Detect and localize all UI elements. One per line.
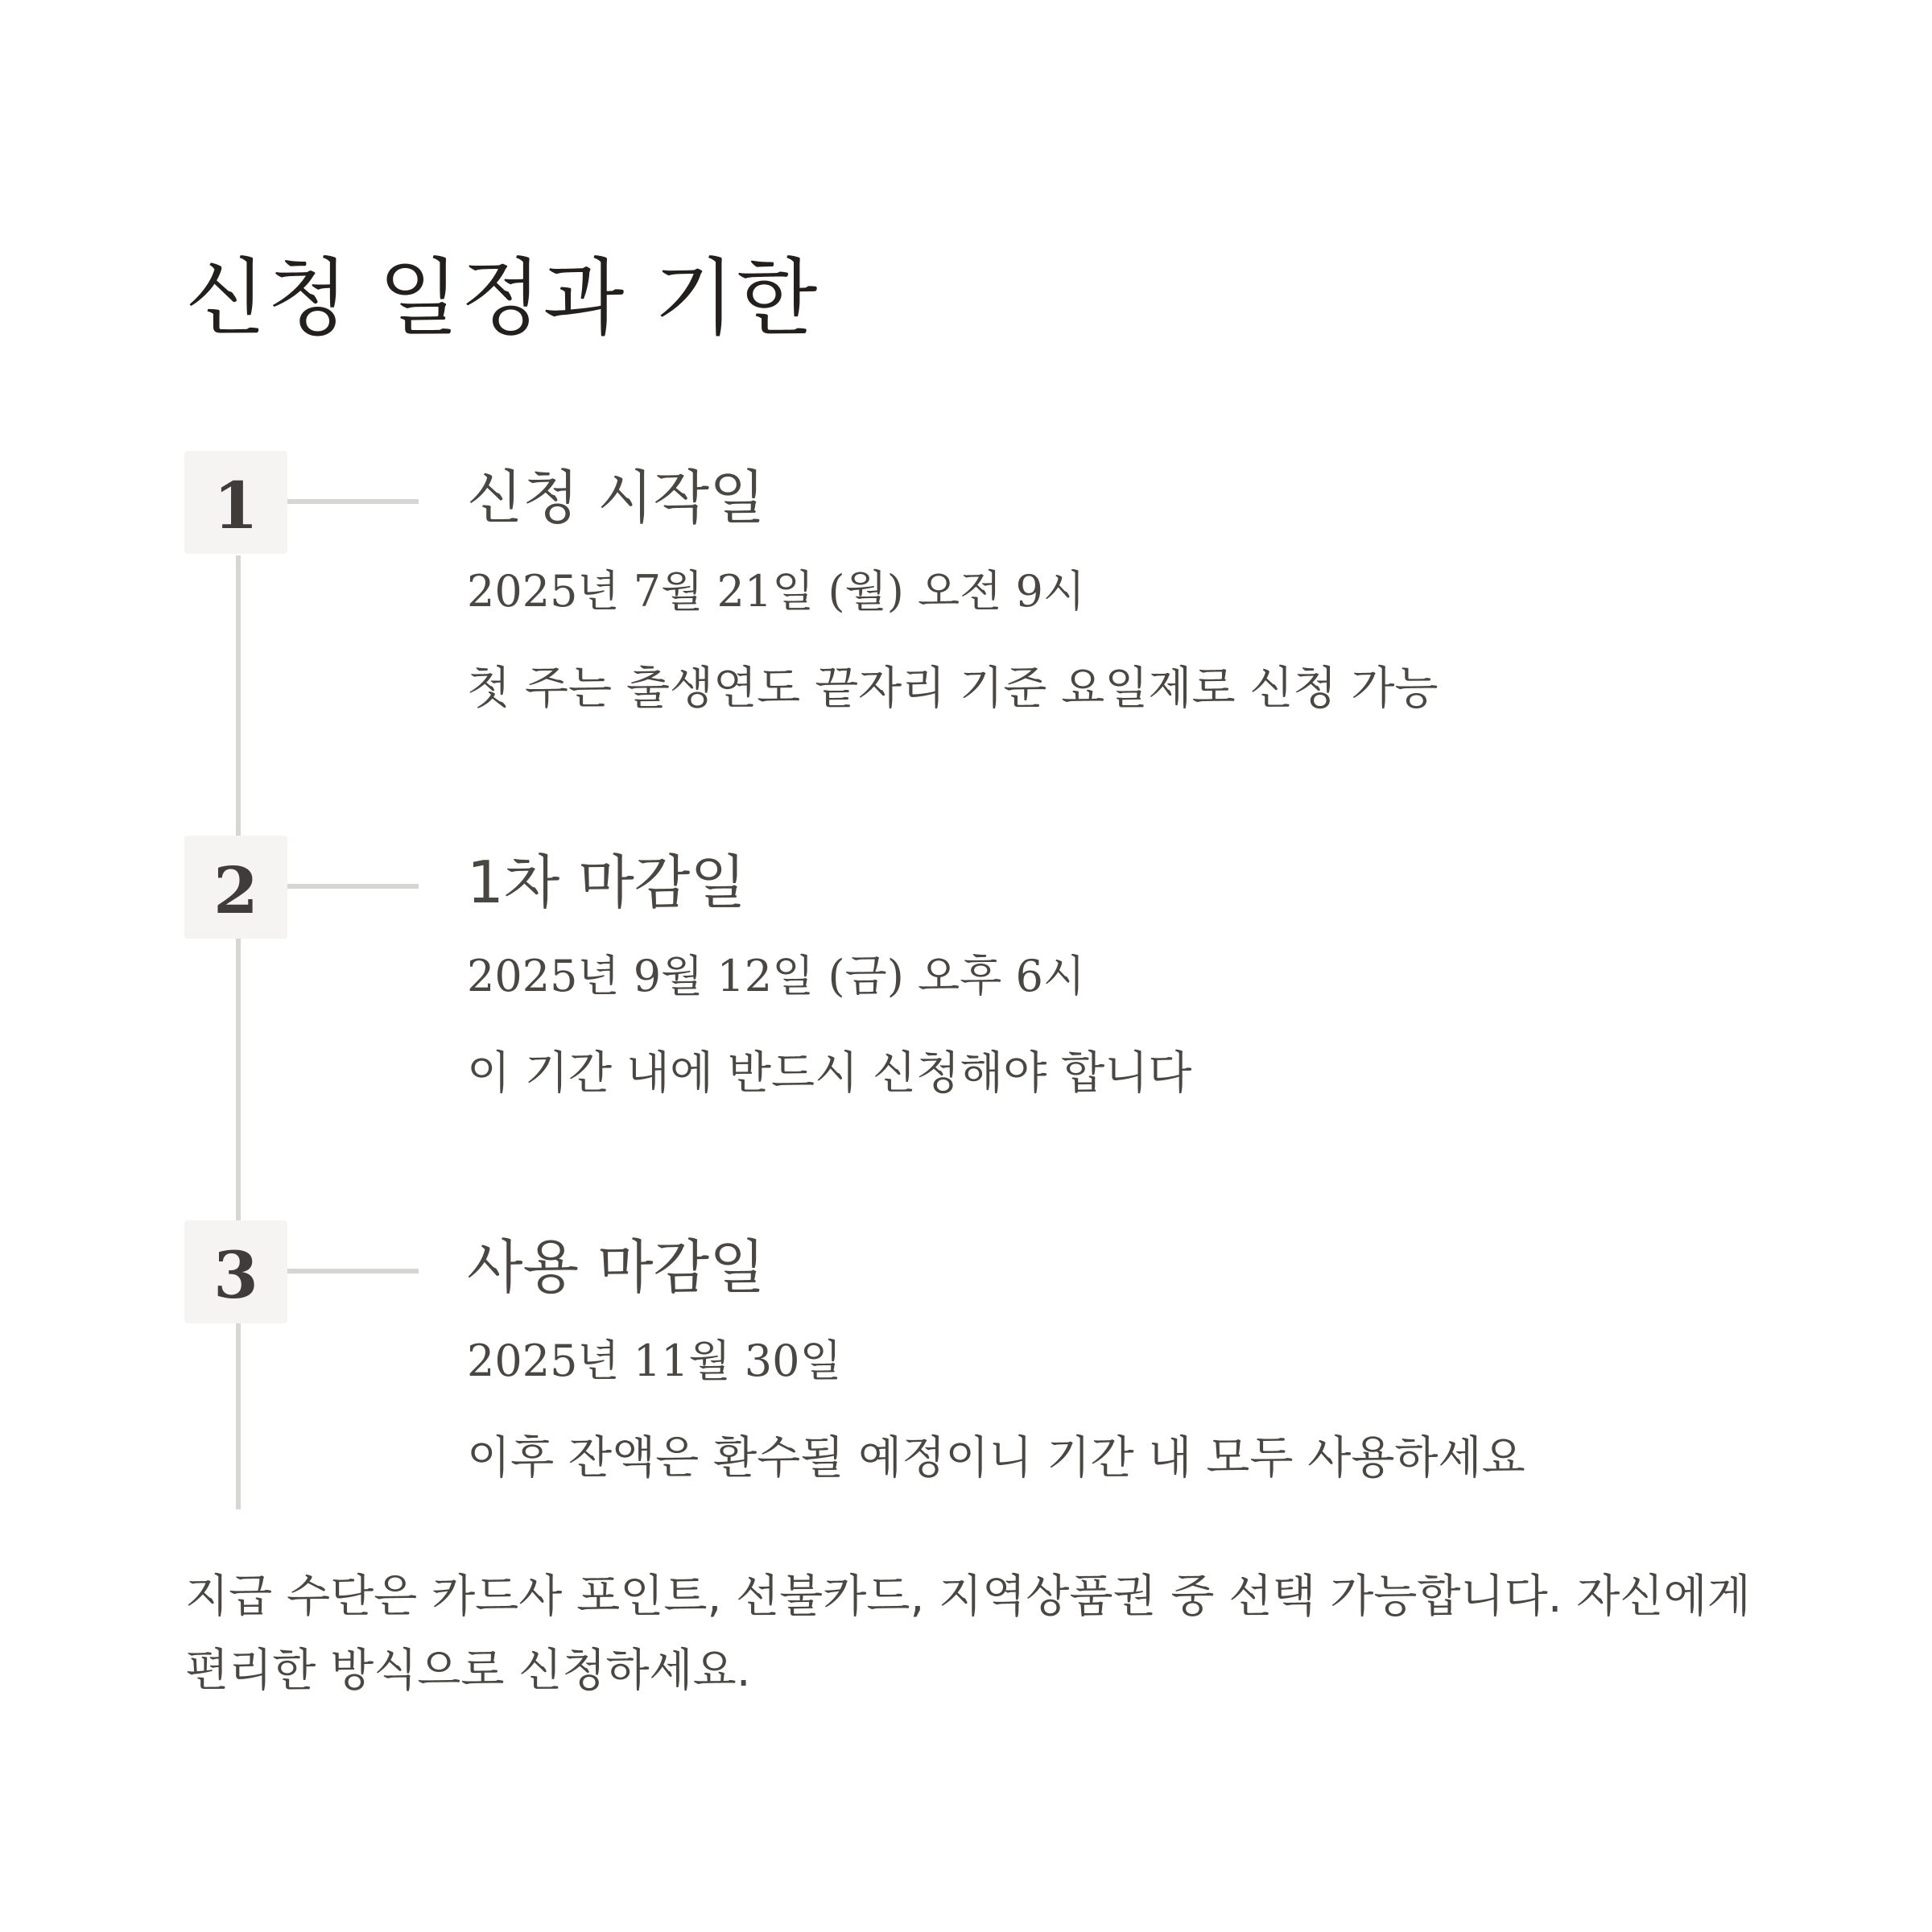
step-connector-line bbox=[287, 884, 419, 889]
step-connector-line bbox=[287, 499, 419, 504]
step-number-badge: 2 bbox=[184, 836, 287, 939]
page-title: 신청 일정과 기한 bbox=[185, 249, 819, 347]
timeline-step-2 bbox=[0, 836, 1932, 1174]
step-title: 1차 마감일 bbox=[467, 848, 746, 916]
step-title: 신청 시작일 bbox=[467, 464, 766, 531]
step-number-badge: 1 bbox=[184, 451, 287, 554]
step-description: 이 기간 내에 반드시 신청해야 합니다 bbox=[467, 1047, 1192, 1100]
timeline-step-1 bbox=[0, 451, 1932, 789]
step-connector-line bbox=[287, 1269, 419, 1274]
step-date: 2025년 11월 30일 bbox=[467, 1335, 842, 1386]
payment-method-note: 지급 수단은 카드사 포인트, 선불카드, 지역상품권 중 선택 가능합니다. 자신에게 편리한 방식으로 신청하세요. bbox=[185, 1571, 1751, 1697]
step-title: 사용 마감일 bbox=[467, 1233, 766, 1301]
step-number-badge: 3 bbox=[184, 1220, 287, 1323]
timeline-step-3 bbox=[0, 1220, 1932, 1558]
step-date: 2025년 7월 21일 (월) 오전 9시 bbox=[467, 566, 1085, 617]
step-date: 2025년 9월 12일 (금) 오후 6시 bbox=[467, 951, 1085, 1001]
step-description: 첫 주는 출생연도 끝자리 기준 요일제로 신청 가능 bbox=[467, 663, 1439, 715]
step-description: 이후 잔액은 환수될 예정이니 기간 내 모두 사용하세요 bbox=[467, 1432, 1525, 1484]
